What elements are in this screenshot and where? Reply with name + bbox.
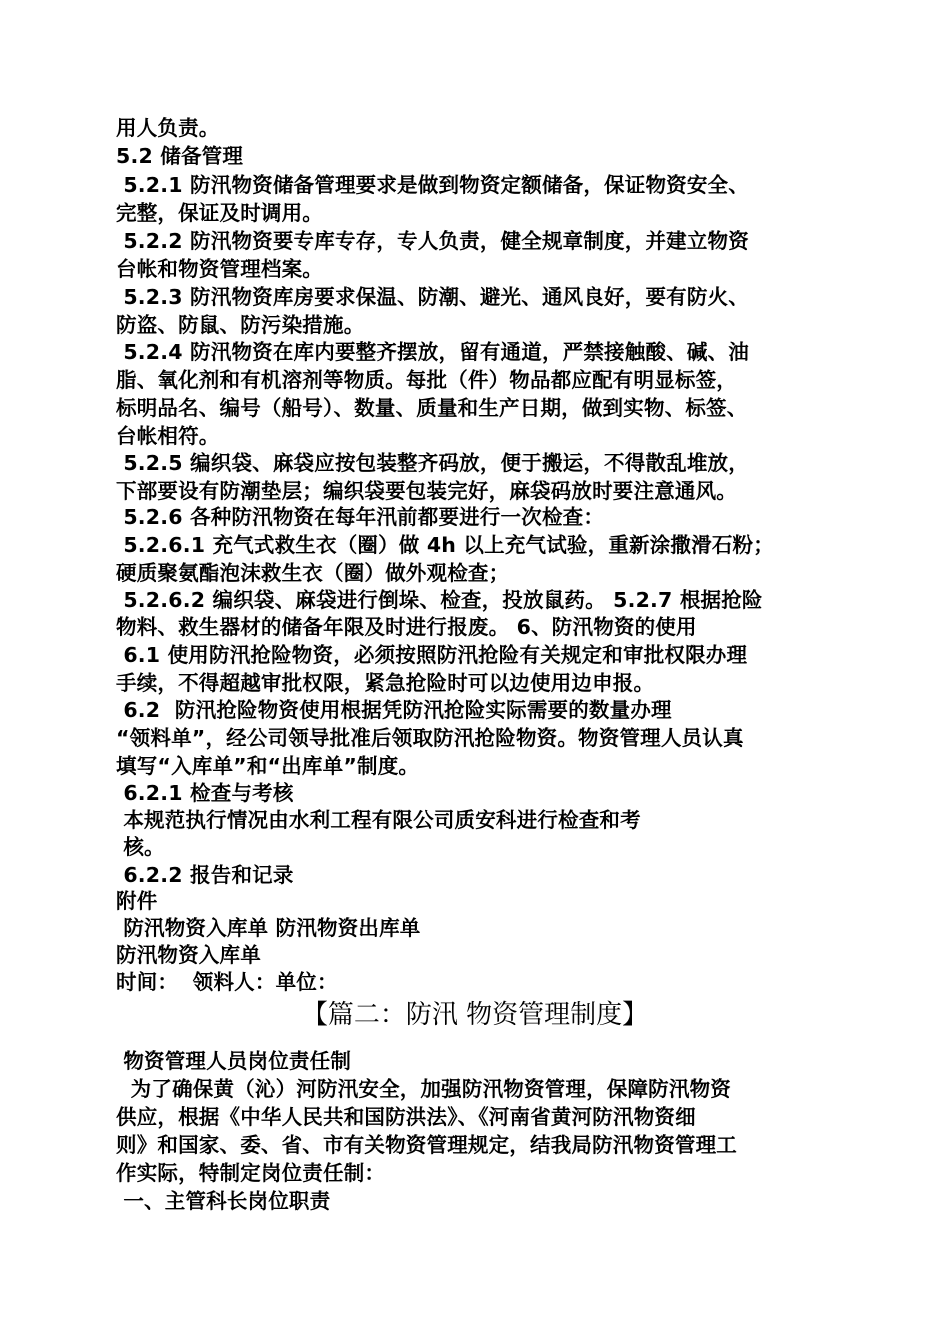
section-heading: 【篇二：防汛 物资管理制度】	[301, 1000, 649, 1030]
text-line: 防汛物资入库单	[116, 943, 261, 967]
text-line: 5.2.1 防汛物资储备管理要求是做到物资定额储备，保证物资安全、	[116, 173, 749, 197]
text-line: 核。	[116, 835, 165, 859]
text-line: 则》和国家、委、省、市有关物资管理规定，结我局防汛物资管理工	[116, 1133, 737, 1157]
text-line: 6.1 使用防汛抢险物资，必须按照防汛抢险有关规定和审批权限办理	[116, 643, 748, 667]
text-line: 5.2 储备管理	[116, 144, 244, 168]
text-line: 6.2.2 报告和记录	[116, 863, 294, 887]
text-line: 5.2.6 各种防汛物资在每年汛前都要进行一次检查：	[116, 505, 605, 529]
text-line: 时间： 领料人：单位：	[116, 970, 338, 994]
text-line: 脂、氧化剂和有机溶剂等物质。每批（件）物品都应配有明显标签，	[116, 368, 737, 392]
text-line: 6.2.1 检查与考核	[116, 781, 294, 805]
text-line: 6.2 防汛抢险物资使用根据凭防汛抢险实际需要的数量办理	[116, 698, 672, 722]
text-line: 标明品名、编号（船号）、数量、质量和生产日期，做到实物、标签、	[116, 396, 748, 420]
text-line: 手续，不得超越审批权限，紧急抢险时可以边使用边申报。	[116, 671, 655, 695]
text-line: 填写“入库单”和“出库单”制度。	[116, 754, 420, 778]
text-line: 硬质聚氨酯泡沫救生衣（圈）做外观检查；	[116, 561, 510, 585]
text-line: 为了确保黄（沁）河防汛安全，加强防汛物资管理，保障防汛物资	[116, 1077, 731, 1101]
text-line: 台帐相符。	[116, 424, 220, 448]
text-line: 物料、救生器材的储备年限及时进行报废。 6、防汛物资的使用	[116, 615, 697, 639]
text-line: 作实际，特制定岗位责任制：	[116, 1161, 386, 1185]
text-line: 防汛物资入库单 防汛物资出库单	[116, 916, 421, 940]
text-line: 供应，根据《中华人民共和国防洪法》、《河南省黄河防汛物资细	[116, 1105, 696, 1129]
text-line: 一、主管科长岗位职责	[116, 1189, 331, 1213]
text-line: 5.2.3 防汛物资库房要求保温、防潮、避光、通风良好，要有防火、	[116, 285, 749, 309]
text-line: 台帐和物资管理档案。	[116, 257, 323, 281]
text-line: 5.2.5 编织袋、麻袋应按包装整齐码放，便于搬运，不得散乱堆放，	[116, 451, 749, 475]
text-line: 5.2.2 防汛物资要专库专存，专人负责，健全规章制度，并建立物资	[116, 229, 749, 253]
text-line: 5.2.4 防汛物资在库内要整齐摆放，留有通道，严禁接触酸、碱、油	[116, 340, 749, 364]
text-line: 5.2.6.2 编织袋、麻袋进行倒垛、检查，投放鼠药。 5.2.7 根据抢险	[116, 588, 763, 612]
text-line: 防盗、防鼠、防污染措施。	[116, 313, 365, 337]
text-line: 5.2.6.1 充气式救生衣（圈）做 4h 以上充气试验，重新涂撒滑石粉；	[116, 533, 774, 557]
text-line: 用人负责。	[116, 116, 220, 140]
text-line: 附件	[116, 889, 158, 913]
text-line: 下部要设有防潮垫层；编织袋要包装完好，麻袋码放时要注意通风。	[116, 479, 737, 503]
text-line: “领料单”，经公司领导批准后领取防汛抢险物资。物资管理人员认真	[116, 726, 744, 750]
text-line: 完整，保证及时调用。	[116, 201, 323, 225]
text-line: 本规范执行情况由水利工程有限公司质安科进行检查和考	[116, 808, 641, 832]
text-line: 物资管理人员岗位责任制	[116, 1049, 352, 1073]
